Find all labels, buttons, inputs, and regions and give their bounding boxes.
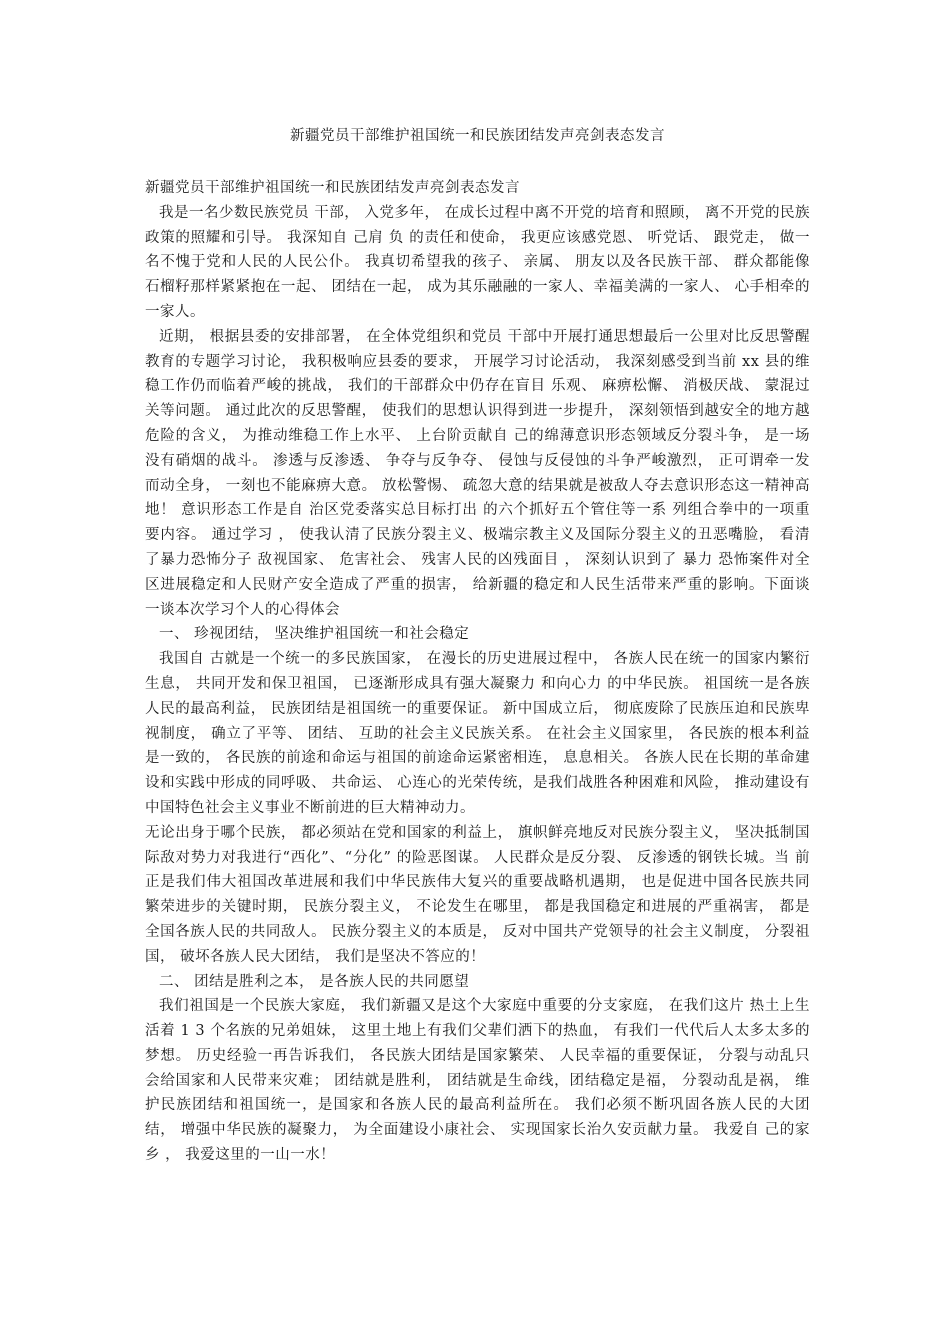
section-1-heading: 一、 珍视团结， 坚决维护祖国统一和社会稳定: [159, 626, 470, 643]
section-1-paragraph-2: 无论出身于哪个民族， 都必须站在党和国家的利益上， 旗帜鲜亮地反对民族分裂主义， 坚决抵制国际敌对势力对我进行“西化”、“分化” 的险恶图谋。 人民群众是反分裂、 反渗透的钢铁长城。当 前正是我们伟大祖国改革进展和我们中华民族伟大复兴的重要战略机遇期， 也是促进中国各民族共同繁荣进步的关键时期， 民族分裂主义， 不论发生在哪里， 都是我国稳定和进展的严重祸害， 都是全国各族人民的共同敌人。 民族分裂主义的本质是， 反对中国共产党领导的社会主义制度， 分裂祖国， 破坏各族人民大团结， 我们是坚决不答应的！: [145, 824, 810, 965]
document-title: 新疆党员干部维护祖国统一和民族团结发声亮剑表态发言: [290, 128, 665, 144]
intro-paragraph: 我是一名少数民族党员 干部， 入党多年， 在成长过程中离不开党的培育和照顾， 离不开党的民族政策的照耀和引导。 我深知自 己肩 负 的责任和使命， 我更应该感党恩、 听党话、 跟党走， 做一名不愧于党和人民的人民公仆。 我真切希望我的孩子、 亲属、 朋友以及各民族干部、 群众都能像石榴籽那样紧紧抱在一起、 团结在一起， 成为其乐融融的一家人、幸福美满的一家人、 心手相牵的一家人。: [145, 204, 810, 320]
section-1-paragraph: 我国自 古就是一个统一的多民族国家， 在漫长的历史进展过程中， 各族人民在统一的国家内繁衍生息， 共同开发和保卫祖国， 已逐渐形成具有强大凝聚力 和向心力 的中华民族。 祖国统一是各族人民的最高利益， 民族团结是祖国统一的重要保证。 新中国成立后， 彻底废除了民族压迫和民族卑视制度， 确立了平等、 团结、 互助的社会主义民族关系。 在社会主义国家里， 各民族的根本利益是一致的， 各民族的前途和命运与祖国的前途命运紧密相连， 息息相关。 各族人民在长期的革命建设和实践中形成的同呼吸、 共命运、 心连心的光荣传统，是我们战胜各种困难和风险， 推动建设有中国特色社会主义事业不断前进的巨大精神动力。: [145, 651, 810, 816]
document-subtitle: 新疆党员干部维护祖国统一和民族团结发声亮剑表态发言: [145, 180, 520, 196]
document-page: [145, 124, 810, 1168]
section-2-heading: 二、 团结是胜利之本， 是各族人民的共同愿望: [159, 973, 470, 990]
reflection-paragraph: 近期， 根据县委的安排部署， 在全体党组织和党员 干部中开展打通思想最后一公里对比反思警醒教育的专题学习讨论， 我积极响应县委的要求， 开展学习讨论活动， 我深刻感受到当前 xx 县的维稳工作仍而临着严峻的挑战， 我们的干部群众中仍存在盲目 乐观、 麻痹松懈、 消极厌战、 蒙混过关等问题。 通过此次的反思警醒， 使我们的思想认识得到进一步提升， 深刻领悟到越安全的地方越危险的含义， 为推动维稳工作上水平、 上台阶贡献自 己的绵薄意识形态领域反分裂斗争， 是一场没有硝烟的战斗。 渗透与反渗透、 争夺与反争夺、 侵蚀与反侵蚀的斗争严峻激烈， 正可谓牵一发而动全身， 一刻也不能麻痹大意。 放松警惕、 疏忽大意的结果就是被敌人夺去意识形态这一精神高地！ 意识形态工作是自 治区党委落实总目标打出 的六个抓好五个管住等一系 列组合拳中的一项重要内容。 通过学习 ， 使我认清了民族分裂主义、极端宗教主义及国际分裂主义的丑恶嘴脸， 看清了暴力恐怖分子 敌视国家、 危害社会、 残害人民的凶残面目 ， 深刻认识到了 暴力 恐怖案件对全 区进展稳定和人民财产安全造成了严重的损害， 给新疆的稳定和人民生活带来严重的影响。下面谈一谈本次学习个人的心得体会: [145, 328, 810, 618]
section-2-paragraph: 我们祖国是一个民族大家庭， 我们新疆又是这个大家庭中重要的分支家庭， 在我们这片 热土上生活着 1 3 个名族的兄弟姐妹， 这里土地上有我们父辈们洒下的热血， 有我们一代代后人太多太多的梦想。 历史经验一再告诉我们， 各民族大团结是国家繁荣、 人民幸福的重要保证， 分裂与动乱只会给国家和人民带来灾难； 团结就是胜利， 团结就是生命线，团结稳定是福， 分裂动乱是祸， 维护民族团结和祖国统一，是国家和各族人民的最高利益所在。 我们必须不断巩固各族人民的大团结， 增强中华民族的凝聚力， 为全面建设小康社会、 实现国家长治久安贡献力量。 我爱自 己的家乡 ， 我爱这里的一山一水！: [145, 998, 810, 1164]
